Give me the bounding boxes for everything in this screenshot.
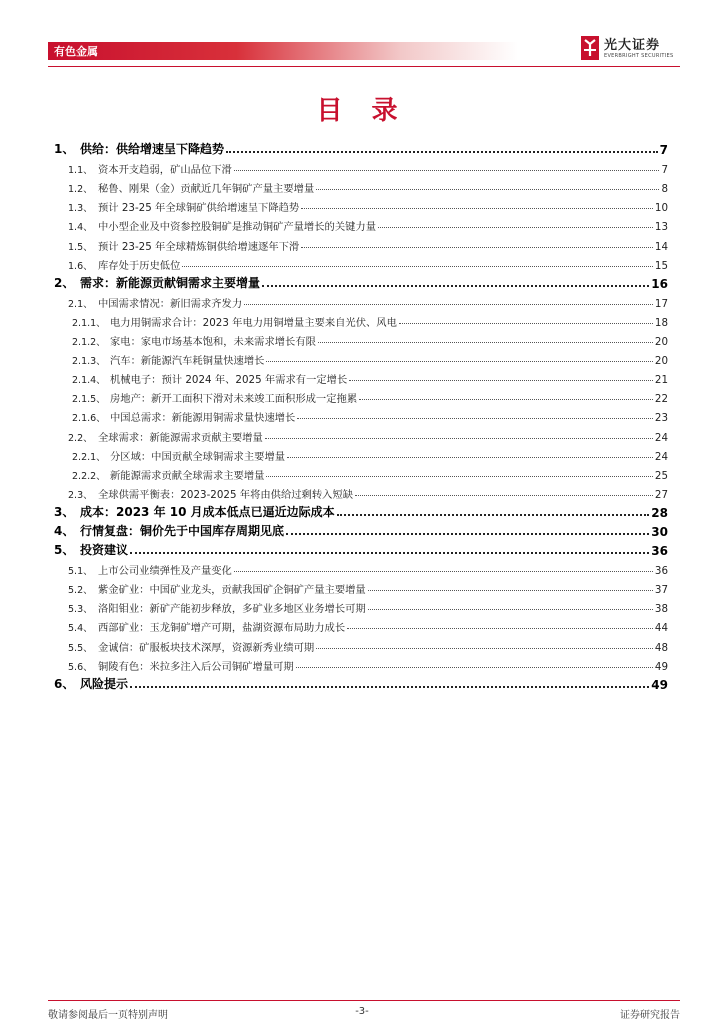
logo-chinese-name: 光大证券 bbox=[604, 38, 661, 53]
toc-entry-title: 紫金矿业：中国矿业龙头，贡献我国矿企铜矿产量主要增量 bbox=[98, 584, 366, 597]
toc-entry-number: 5.3、 bbox=[68, 604, 93, 616]
toc-entry-page: 21 bbox=[654, 374, 668, 387]
toc-entry[interactable] bbox=[54, 615, 668, 634]
toc-entry-number: 2.1.6、 bbox=[72, 413, 106, 425]
toc-leader-dots bbox=[266, 476, 652, 477]
toc-entry-number: 1.5、 bbox=[68, 241, 93, 253]
toc-leader-dots bbox=[316, 189, 659, 190]
toc-entry-number: 6、 bbox=[54, 676, 75, 691]
toc-leader-dots bbox=[234, 571, 653, 572]
table-of-contents bbox=[54, 138, 668, 692]
toc-entry-title: 中国总需求：新能源用铜需求量快速增长 bbox=[110, 412, 296, 425]
toc-entry-title: 投资建议 bbox=[80, 543, 129, 558]
toc-entry-number: 5.5、 bbox=[68, 642, 93, 654]
header-section-label: 有色金属 bbox=[54, 45, 98, 58]
toc-entry-number: 5.4、 bbox=[68, 623, 93, 635]
toc-entry-page: 25 bbox=[654, 469, 668, 482]
toc-entry-page: 36 bbox=[651, 544, 668, 559]
toc-entry[interactable] bbox=[54, 463, 668, 482]
toc-entry-page: 8 bbox=[661, 183, 668, 196]
toc-entry-number: 1、 bbox=[54, 142, 75, 157]
toc-entry-title: 上市公司业绩弹性及产量变化 bbox=[98, 565, 232, 578]
logo-english-name: EVERBRIGHT SECURITIES bbox=[604, 53, 674, 59]
toc-entry-title: 机械电子：预计 2024 年、2025 年需求有一定增长 bbox=[110, 374, 348, 387]
toc-entry[interactable] bbox=[54, 539, 668, 558]
toc-entry-page: 18 bbox=[654, 316, 668, 329]
toc-entry-page: 49 bbox=[654, 660, 668, 673]
toc-entry-number: 2.1.4、 bbox=[72, 375, 106, 387]
toc-entry-page: 48 bbox=[654, 641, 668, 654]
toc-entry-title: 行情复盘：铜价先于中国库存周期见底 bbox=[80, 523, 285, 538]
toc-entry-title: 西部矿业：玉龙铜矿增产可期，盐湖资源布局助力成长 bbox=[98, 622, 346, 635]
toc-leader-dots bbox=[316, 648, 653, 649]
toc-entry-page: 44 bbox=[654, 622, 668, 635]
toc-entry[interactable] bbox=[54, 444, 668, 463]
toc-entry-title: 汽车：新能源汽车耗铜量快速增长 bbox=[110, 355, 265, 368]
toc-entry-title: 库存处于历史低位 bbox=[98, 259, 181, 272]
toc-entry-number: 3、 bbox=[54, 504, 75, 519]
toc-entry-title: 电力用铜需求合计：2023 年电力用铜增量主要来自光伏、风电 bbox=[110, 316, 397, 329]
toc-leader-dots bbox=[399, 323, 653, 324]
toc-entry[interactable] bbox=[54, 157, 668, 176]
toc-entry-page: 37 bbox=[654, 584, 668, 597]
toc-entry-page: 16 bbox=[651, 276, 668, 291]
toc-leader-dots bbox=[244, 304, 653, 305]
footer-page-number: -3- bbox=[355, 1006, 369, 1017]
toc-entry[interactable] bbox=[54, 272, 668, 291]
toc-entry-page: 13 bbox=[654, 221, 668, 234]
toc-entry[interactable] bbox=[54, 654, 668, 673]
toc-entry-title: 秘鲁、刚果（金）贡献近几年铜矿产量主要增量 bbox=[98, 183, 315, 196]
toc-entry-page: 28 bbox=[651, 505, 668, 520]
toc-leader-dots bbox=[368, 590, 653, 591]
toc-entry[interactable] bbox=[54, 596, 668, 615]
toc-entry-page: 7 bbox=[661, 164, 668, 177]
toc-entry-number: 5、 bbox=[54, 543, 75, 558]
toc-entry-page: 30 bbox=[651, 524, 668, 539]
toc-entry[interactable] bbox=[54, 482, 668, 501]
toc-entry-page: 14 bbox=[654, 240, 668, 253]
toc-entry-page: 38 bbox=[654, 603, 668, 616]
toc-leader-dots bbox=[286, 533, 649, 535]
toc-leader-dots bbox=[296, 667, 653, 668]
toc-entry-title: 风险提示 bbox=[80, 676, 129, 691]
toc-entry-number: 1.3、 bbox=[68, 203, 93, 215]
toc-entry-page: 15 bbox=[654, 259, 668, 272]
toc-leader-dots bbox=[318, 342, 653, 343]
toc-leader-dots bbox=[347, 628, 653, 629]
toc-entry-title: 中国需求情况：新旧需求齐发力 bbox=[98, 297, 243, 310]
toc-entry-page: 7 bbox=[659, 143, 668, 158]
toc-entry-number: 2、 bbox=[54, 275, 75, 290]
toc-leader-dots bbox=[234, 170, 660, 171]
toc-leader-dots bbox=[297, 418, 653, 419]
toc-entry-number: 4、 bbox=[54, 523, 75, 538]
toc-entry-title: 全球供需平衡表：2023-2025 年将由供给过剩转入短缺 bbox=[98, 488, 354, 501]
toc-entry-number: 1.4、 bbox=[68, 222, 93, 234]
toc-entry-title: 需求：新能源贡献铜需求主要增量 bbox=[80, 275, 261, 290]
toc-entry-number: 1.1、 bbox=[68, 165, 93, 177]
toc-entry-page: 24 bbox=[654, 431, 668, 444]
header-section-band bbox=[48, 42, 518, 60]
toc-entry[interactable] bbox=[54, 253, 668, 272]
toc-entry[interactable] bbox=[54, 291, 668, 310]
toc-leader-dots bbox=[266, 361, 652, 362]
toc-entry[interactable] bbox=[54, 233, 668, 252]
toc-entry[interactable] bbox=[54, 310, 668, 329]
toc-leader-dots bbox=[349, 380, 653, 381]
toc-entry-page: 49 bbox=[651, 677, 668, 692]
footer-report-type: 证券研究报告 bbox=[620, 1010, 680, 1021]
toc-leader-dots bbox=[130, 686, 649, 688]
toc-entry-number: 2.2、 bbox=[68, 432, 93, 444]
toc-entry[interactable] bbox=[54, 348, 668, 367]
toc-leader-dots bbox=[182, 266, 653, 267]
toc-leader-dots bbox=[287, 457, 653, 458]
toc-entry[interactable] bbox=[54, 520, 668, 539]
toc-entry-title: 分区域：中国贡献全球铜需求主要增量 bbox=[110, 450, 286, 463]
toc-entry[interactable] bbox=[54, 634, 668, 653]
toc-entry-number: 2.1.3、 bbox=[72, 356, 106, 368]
toc-leader-dots bbox=[337, 514, 650, 516]
toc-entry-title: 房地产：新开工面积下滑对未来竣工面积形成一定拖累 bbox=[110, 393, 358, 406]
toc-entry-number: 5.6、 bbox=[68, 661, 93, 673]
toc-entry-page: 23 bbox=[654, 412, 668, 425]
footer-disclaimer: 敬请参阅最后一页特别声明 bbox=[48, 1010, 168, 1021]
toc-entry-page: 10 bbox=[654, 202, 668, 215]
toc-entry[interactable] bbox=[54, 558, 668, 577]
toc-entry-title: 铜陵有色：米拉多注入后公司铜矿增量可期 bbox=[98, 660, 294, 673]
toc-entry-number: 2.2.2、 bbox=[72, 470, 106, 482]
toc-entry[interactable] bbox=[54, 424, 668, 443]
toc-entry-title: 洛阳钼业：新矿产能初步释放，多矿业多地区业务增长可期 bbox=[98, 603, 366, 616]
toc-entry[interactable] bbox=[54, 577, 668, 596]
toc-entry-title: 预计 23-25 年全球精炼铜供给增速逐年下滑 bbox=[98, 240, 300, 253]
toc-leader-dots bbox=[359, 399, 653, 400]
toc-entry[interactable] bbox=[54, 501, 668, 520]
toc-entry-title: 新能源需求贡献全球需求主要增量 bbox=[110, 469, 265, 482]
toc-entry-title: 成本：2023 年 10 月成本低点已逼近边际成本 bbox=[80, 504, 335, 519]
toc-entry-title: 中小型企业及中资参控股铜矿是推动铜矿产量增长的关键力量 bbox=[98, 221, 377, 234]
toc-leader-dots bbox=[130, 552, 649, 554]
toc-entry-page: 17 bbox=[654, 297, 668, 310]
toc-entry-number: 2.2.1、 bbox=[72, 451, 106, 463]
header-divider bbox=[48, 66, 680, 67]
toc-entry[interactable] bbox=[54, 138, 668, 157]
toc-entry-number: 2.1.1、 bbox=[72, 317, 106, 329]
toc-entry-page: 20 bbox=[654, 336, 668, 349]
toc-leader-dots bbox=[368, 609, 653, 610]
toc-leader-dots bbox=[262, 285, 649, 287]
toc-entry-number: 2.3、 bbox=[68, 489, 93, 501]
toc-entry[interactable] bbox=[54, 214, 668, 233]
toc-entry[interactable] bbox=[54, 386, 668, 405]
toc-entry-page: 22 bbox=[654, 393, 668, 406]
toc-leader-dots bbox=[301, 247, 653, 248]
toc-entry-number: 1.2、 bbox=[68, 184, 93, 196]
toc-entry-title: 供给：供给增速呈下降趋势 bbox=[80, 142, 225, 157]
toc-entry-page: 27 bbox=[654, 488, 668, 501]
toc-entry-page: 36 bbox=[654, 565, 668, 578]
toc-entry[interactable] bbox=[54, 673, 668, 692]
toc-leader-dots bbox=[378, 227, 653, 228]
toc-entry-number: 2.1、 bbox=[68, 298, 93, 310]
toc-entry-number: 5.1、 bbox=[68, 566, 93, 578]
page-title: 目 录 bbox=[316, 96, 408, 126]
toc-entry-title: 预计 23-25 年全球铜矿供给增速呈下降趋势 bbox=[98, 202, 300, 215]
toc-entry-title: 全球需求：新能源需求贡献主要增量 bbox=[98, 431, 263, 444]
toc-entry-title: 金诚信：矿服板块技术深厚，资源新秀业绩可期 bbox=[98, 641, 315, 654]
toc-entry-number: 2.1.2、 bbox=[72, 337, 106, 349]
company-logo bbox=[580, 33, 680, 67]
toc-leader-dots bbox=[265, 438, 653, 439]
toc-entry[interactable] bbox=[54, 195, 668, 214]
toc-entry-page: 20 bbox=[654, 355, 668, 368]
toc-entry[interactable] bbox=[54, 405, 668, 424]
toc-leader-dots bbox=[301, 208, 653, 209]
toc-entry[interactable] bbox=[54, 176, 668, 195]
footer-divider bbox=[48, 1000, 680, 1001]
toc-entry-page: 24 bbox=[654, 450, 668, 463]
toc-entry[interactable] bbox=[54, 367, 668, 386]
toc-entry-title: 资本开支趋弱，矿山品位下滑 bbox=[98, 164, 232, 177]
logo-mark-icon bbox=[580, 35, 600, 61]
toc-entry-number: 1.6、 bbox=[68, 260, 93, 272]
toc-entry-title: 家电：家电市场基本饱和，未来需求增长有限 bbox=[110, 336, 316, 349]
toc-leader-dots bbox=[355, 495, 653, 496]
toc-entry-number: 5.2、 bbox=[68, 585, 93, 597]
toc-leader-dots bbox=[226, 151, 658, 153]
toc-entry-number: 2.1.5、 bbox=[72, 394, 106, 406]
toc-entry[interactable] bbox=[54, 329, 668, 348]
